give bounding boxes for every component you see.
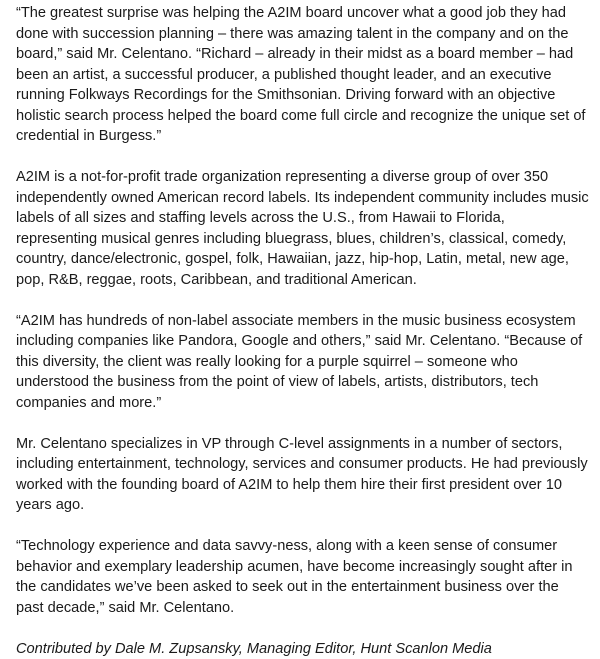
paragraph-greatest-surprise-quote: “The greatest surprise was helping the A2IM board uncover what a good job they had done with succession planning – there was amazing talent in the company and on the board,” said Mr. Celentano. “Richard – already in their midst as a board member – had been an artist, a successful producer, a published thought leader, and an executive running Folkways Recordings for the Smithsonian. Driving forward with an objective holistic search process helped the board come full circle and recognize the unique set of credential in Burgess.”	[16, 3, 590, 147]
paragraph-associate-members-quote: “A2IM has hundreds of non-label associate members in the music business ecosystem including companies like Pandora, Google and others,” said Mr. Celentano. “Because of this diversity, the client was really looking for a purple squirrel – someone who understood the business from the point of view of labels, artists, distributors, tech companies and more.”	[16, 311, 590, 414]
paragraph-celentano-specialization: Mr. Celentano specializes in VP through C-level assignments in a number of sectors, including entertainment, technology, services and consumer products. He had previously worked with the founding board of A2IM to help them hire their first president over 10 years ago.	[16, 434, 590, 516]
paragraph-a2im-description: A2IM is a not-for-profit trade organization representing a diverse group of over 350 independently owned American record labels. Its independent community includes music labels of all sizes and staffing levels across the U.S., from Hawaii to Florida, representing musical genres including bluegrass, blues, children’s, classical, comedy, country, dance/electronic, gospel, folk, Hawaiian, jazz, hip-hop, Latin, metal, new age, pop, R&B, reggae, roots, Caribbean, and traditional American.	[16, 167, 590, 290]
author-credit: Contributed by Dale M. Zupsansky, Managing Editor, Hunt Scanlon Media	[16, 639, 590, 659]
paragraph-technology-experience-quote: “Technology experience and data savvy-ness, along with a keen sense of consumer behavior and exemplary leadership acumen, have become increasingly sought after in the candidates we’ve been asked to seek out in the entertainment business over the past decade,” said Mr. Celentano.	[16, 536, 590, 618]
